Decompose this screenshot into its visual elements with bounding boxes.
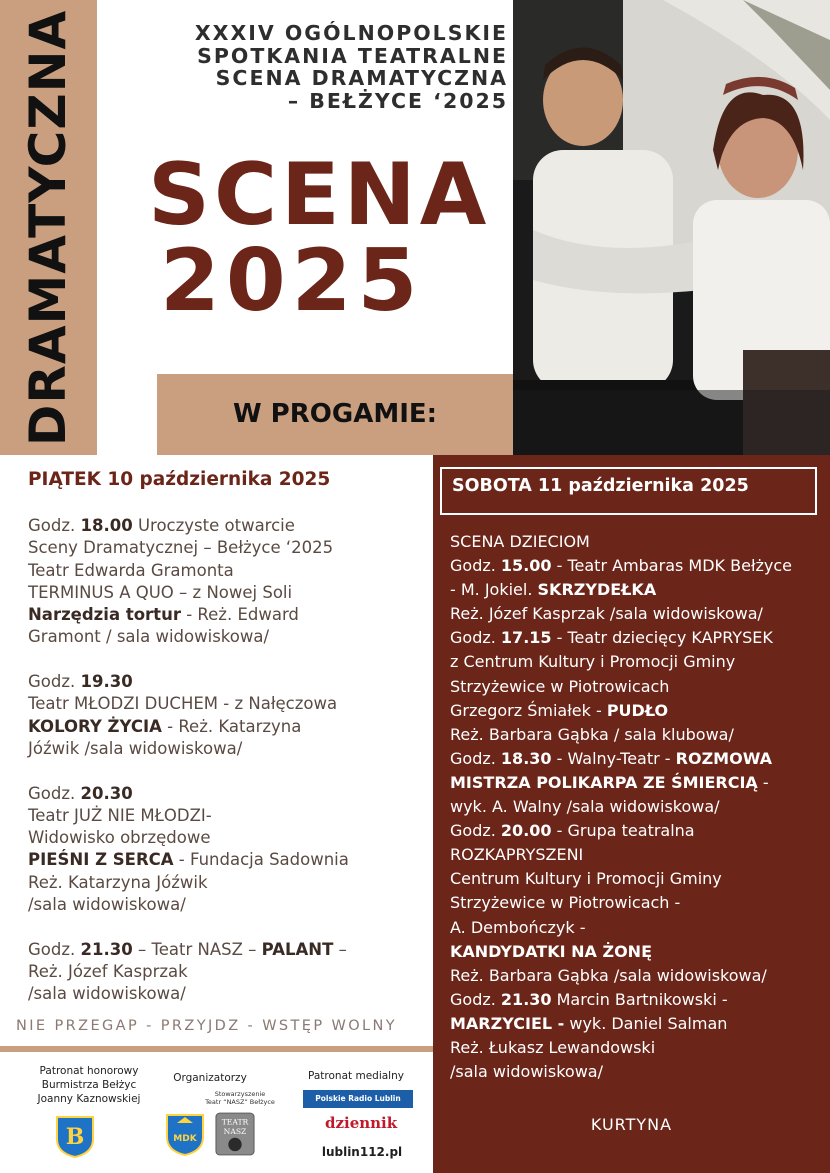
program-line <box>28 626 428 648</box>
festival-title-line: SPOTKANIA TEATRALNE <box>197 43 508 68</box>
program-text: TERMINUS A QUO – z Nowej Soli <box>28 582 293 602</box>
program-text: /sala widowiskowa/ <box>28 984 186 1004</box>
program-text: – Teatr NASZ – <box>132 939 262 959</box>
program-text: Godz. <box>450 748 501 768</box>
program-line <box>28 961 428 983</box>
program-line <box>450 578 828 602</box>
program-text: Godz. <box>28 939 81 959</box>
closing-label: KURTYNA <box>590 1115 673 1134</box>
program-text: Reż. Józef Kasprzak /sala widowiskowa/ <box>450 604 763 624</box>
program-highlight: 17.15 <box>500 628 552 648</box>
media-patronage-label: Patronat medialny <box>308 1070 404 1082</box>
program-line <box>28 983 428 1005</box>
program-line <box>450 602 828 626</box>
festival-title-line: – BEŁŻYCE ‘2025 <box>287 88 508 113</box>
program-line <box>28 537 428 559</box>
program-highlight: PUDŁO <box>606 700 669 720</box>
program-highlight: 20.30 <box>80 783 133 803</box>
festival-title <box>118 22 508 112</box>
program-highlight: SKRZYDEŁKA <box>537 580 657 600</box>
program-line <box>28 716 428 738</box>
program-text: - Teatr Ambaras MDK Bełżyce <box>551 556 792 576</box>
teatr-label: TEATR <box>221 1117 249 1127</box>
program-text: Centrum Kultury i Promocji Gminy <box>450 869 722 889</box>
program-line <box>28 849 428 871</box>
program-text: Grzegorz Śmiałek - <box>450 700 607 720</box>
program-line <box>28 671 428 693</box>
program-line <box>28 560 428 582</box>
program-line <box>28 693 428 715</box>
program-highlight: 21.30 <box>80 939 133 959</box>
program-text: Godz. <box>450 989 501 1009</box>
festival-title-line: XXXIV OGÓLNOPOLSKIE <box>194 21 508 45</box>
program-line <box>450 988 828 1012</box>
program-highlight: KOLORY ŻYCIA <box>28 716 162 736</box>
program-text: - Walny-Teatr - <box>551 748 676 768</box>
program-line <box>450 891 828 915</box>
program-line <box>28 894 428 916</box>
program-text: - Teatr dziecięcy KAPRYSEK <box>551 628 773 648</box>
program-text: - <box>757 772 769 792</box>
actors-photo <box>513 0 830 455</box>
actors-photo-illustration <box>513 0 830 455</box>
program-text: Teatr MŁODZI DUCHEM - z Nałęczowa <box>28 694 338 714</box>
program-line <box>450 650 828 674</box>
honorary-patronage-line: Joanny Kaznowskiej <box>37 1093 141 1105</box>
organizer-association-line: Teatr “NASZ” Bełżyce <box>205 1098 275 1106</box>
program-text: Strzyżewice w Piotrowicach <box>450 676 670 696</box>
program-highlight: ROZMOWA <box>675 748 773 768</box>
program-line <box>450 675 828 699</box>
program-line <box>28 939 428 961</box>
program-text: wyk. Daniel Salman <box>564 1013 728 1033</box>
dziennik-logo: dziennik <box>325 1114 398 1132</box>
program-line <box>450 747 828 771</box>
program-line <box>28 604 428 626</box>
saturday-title: SOBOTA 11 października 2025 <box>452 476 749 496</box>
program-text: A. Dembończyk - <box>450 917 586 937</box>
saturday-program <box>450 530 828 1084</box>
program-text: SCENA DZIECIOM <box>450 532 590 551</box>
block-gap <box>28 916 428 938</box>
program-text: - Fundacja Sadownia <box>173 850 349 870</box>
program-line <box>450 699 828 723</box>
program-text: Godz. <box>28 516 81 535</box>
organizers-label: Organizatorzy <box>173 1072 247 1084</box>
program-line <box>28 872 428 894</box>
program-highlight: 19.30 <box>80 672 133 692</box>
program-line <box>28 783 428 805</box>
program-text: Uroczyste otwarcie <box>132 516 295 535</box>
program-line <box>450 795 828 819</box>
program-text: Godz. <box>450 821 501 841</box>
program-line <box>28 827 428 849</box>
big-title-scena: SCENA <box>148 145 491 245</box>
block-gap <box>28 760 428 782</box>
side-title: DRAMATYCZNA <box>19 9 77 447</box>
program-highlight: 15.00 <box>500 556 552 576</box>
program-text: /sala widowiskowa/ <box>450 1062 603 1082</box>
program-text: Godz. <box>28 672 81 692</box>
program-highlight: Narzędzia tortur <box>28 605 181 625</box>
mdk-crest-icon <box>165 1113 205 1157</box>
program-text: Widowisko obrzędowe <box>28 828 211 848</box>
program-line <box>450 964 828 988</box>
honorary-patronage-line: Burmistrza Bełżyc <box>41 1079 137 1091</box>
program-line <box>28 582 428 604</box>
program-text: Teatr JUŻ NIE MŁODZI- <box>28 805 212 825</box>
program-highlight: MARZYCIEL - <box>450 1013 565 1033</box>
program-line <box>450 530 828 554</box>
organizer-association-line: Stowarzyszenie <box>214 1090 266 1098</box>
friday-program <box>28 515 428 1006</box>
program-line <box>450 723 828 747</box>
program-text: /sala widowiskowa/ <box>28 895 186 915</box>
program-highlight: PIEŚNI Z SERCA <box>28 850 174 870</box>
mdk-label: MDK <box>173 1134 197 1144</box>
program-text: wyk. A. Walny /sala widowiskowa/ <box>450 797 720 817</box>
program-text: Reż. Barbara Gąbka /sala widowiskowa/ <box>450 965 767 985</box>
slogan: NIE PRZEGAP - PRZYJDZ - WSTĘP WOLNY <box>16 1018 398 1034</box>
program-line <box>28 738 428 760</box>
program-text: Godz. <box>450 556 501 576</box>
program-line <box>450 1060 828 1084</box>
program-highlight: KANDYDATKI NA ŻONĘ <box>450 941 652 961</box>
festival-title-line: SCENA DRAMATYCZNA <box>215 66 508 90</box>
program-highlight: MISTRZA POLIKARPA ZE ŚMIERCIĄ <box>450 772 758 792</box>
program-text: Godz. <box>28 783 81 803</box>
honorary-patronage <box>14 1064 164 1106</box>
lublin112-logo: lublin112.pl <box>321 1145 403 1159</box>
program-line <box>450 1012 828 1036</box>
program-label: W PROGAMIE: <box>232 399 438 429</box>
divider <box>0 1046 433 1052</box>
program-line <box>450 771 828 795</box>
program-highlight: 18.00 <box>80 516 133 535</box>
program-text: z Centrum Kultury i Promocji Gminy <box>450 652 736 672</box>
program-text: Jóźwik /sala widowiskowa/ <box>28 738 243 758</box>
program-text: Sceny Dramatycznej – Bełżyce ‘2025 <box>28 538 334 558</box>
program-line <box>450 554 828 578</box>
program-line <box>450 867 828 891</box>
program-text: ROZKAPRYSZENI <box>450 845 584 865</box>
program-text: Reż. Łukasz Lewandowski <box>450 1037 656 1057</box>
program-highlight: 18.30 <box>500 748 552 768</box>
program-text: Godz. <box>450 628 501 648</box>
program-text: – <box>333 939 347 959</box>
program-line <box>28 515 428 537</box>
program-text: Gramont / sala widowiskowa/ <box>28 627 270 647</box>
program-line <box>450 916 828 940</box>
program-text: - Reż. Katarzyna <box>161 716 302 736</box>
program-text: - Reż. Edward <box>180 605 299 625</box>
block-gap <box>28 649 428 671</box>
program-line <box>450 626 828 650</box>
program-text: - Grupa teatralna <box>551 821 695 841</box>
friday-title: PIĄTEK 10 października 2025 <box>28 469 331 490</box>
nasz-label: NASZ <box>223 1127 247 1136</box>
program-line <box>28 805 428 827</box>
program-text: - M. Jokiel. <box>450 580 538 600</box>
program-highlight: 21.30 <box>500 989 552 1009</box>
belzyce-crest-icon <box>55 1115 95 1159</box>
honorary-patronage-line: Patronat honorowy <box>39 1065 139 1077</box>
program-text: Reż. Katarzyna Jóźwik <box>28 872 208 892</box>
radio-lublin-logo: Polskie Radio Lublin <box>303 1090 413 1108</box>
program-highlight: PALANT <box>261 939 334 959</box>
program-text: Reż. Barbara Gąbka / sala klubowa/ <box>450 724 734 744</box>
program-text: Strzyżewice w Piotrowicach - <box>450 893 681 913</box>
organizer-association <box>200 1090 280 1106</box>
program-line <box>450 940 828 964</box>
program-line <box>450 843 828 867</box>
program-text: Reż. Józef Kasprzak <box>28 961 188 981</box>
teatr-nasz-logo-icon <box>215 1112 255 1156</box>
program-line <box>450 819 828 843</box>
program-line <box>450 1036 828 1060</box>
svg-text:B: B <box>65 1124 85 1150</box>
big-title-year: 2025 <box>160 231 424 331</box>
program-text: Teatr Edwarda Gramonta <box>28 560 234 580</box>
program-highlight: 20.00 <box>500 821 552 841</box>
program-text: Marcin Bartnikowski - <box>551 989 728 1009</box>
